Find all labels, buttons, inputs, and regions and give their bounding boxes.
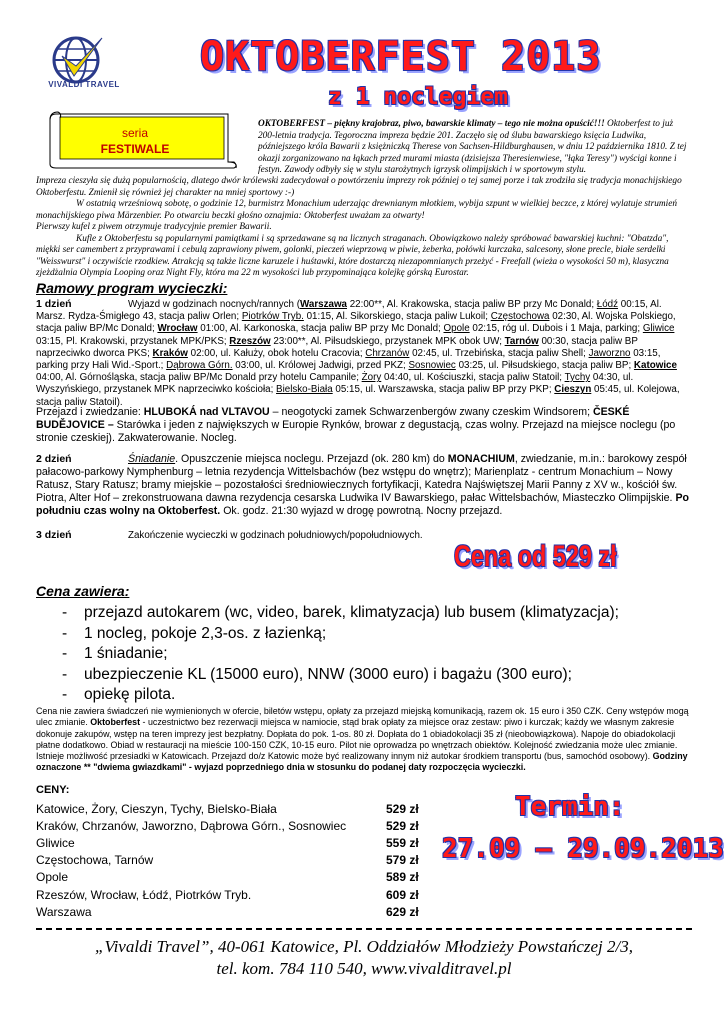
route-city: Częstochowa [490, 311, 550, 323]
day2-free-time: Po południu czas wolny na Oktoberfest. [36, 492, 689, 517]
intro-body [36, 176, 688, 280]
day1-text-e: Starówka i jeden z największych w Europie Rynków, browar z degustacją, czas wolny. Przejazd na miejsce noclegu (po stronie czeskiej). Zakwaterowanie. Nocleg. [36, 419, 676, 444]
series-badge-line1: seria [121, 126, 148, 140]
route-city: Sosnowiec [408, 360, 456, 372]
intro-paragraph-4: Pierwszy kufel z piwem otrzymuje tradycyjnie premier Bawarii. [36, 222, 272, 232]
day1-place-budejovice: ČESKÉ BUDĚJOVICE – [36, 406, 630, 431]
day2-text-4: , zwiedzanie, m.in.: barokowy zespół pałacowo-parkowy Nymphenburg – letnia rezydencja Wittelsbachów (bez wstępu do wnętrz); Marienplatz - centrum Monachium – Nowy Ratusz, Stary Ratusz; bramy miejskie – pozostałości średniowiecznych fortyfikacji, Katedra Najświętszej Marii Panny z XV w., kościół św. Piotra, Alter Hof – zrekonstruowana dawna rezydencja cesarska Ludwika IV Bawarskiego, pałac Wittelsbachów, Miasteczko Olimpijskie. [36, 453, 687, 504]
table-row [36, 886, 446, 903]
prices-table [36, 800, 446, 920]
route-text: Wyjazd w godzinach nocnych/rannych ( [128, 299, 300, 310]
includes-heading: Cena zawiera: [36, 583, 130, 599]
route-text: 03:15, parking przy Hali Wid.-Sport.; [36, 347, 661, 372]
price-cities: Rzeszów, Wrocław, Łódź, Piotrków Tryb. [36, 887, 252, 902]
table-row [36, 852, 446, 869]
route-city: Wrocław [157, 323, 198, 335]
price-cities: Katowice, Żory, Cieszyn, Tychy, Bielsko-Biała [36, 801, 277, 816]
route-city: Tarnów [504, 335, 539, 347]
day2-description [36, 453, 692, 518]
day3-label: 3 dzień [36, 529, 72, 541]
route-text: 00:15, Al. Marsz. Rydza-Śmigłego 43, stacja paliw Orlen; [36, 299, 662, 323]
route-city: Katowice [633, 360, 677, 372]
includes-item: - ubezpieczenie KL (15000 euro), NNW (3000 euro) i bagażu (300 euro); [62, 665, 619, 686]
route-city: Dąbrowa Górn. [166, 360, 233, 372]
price-value: 589 zł [386, 870, 419, 885]
includes-item: - przejazd autokarem (wc, video, barek, klimatyzacja) lub busem (klimatyzacja); [62, 603, 619, 624]
route-city: Gliwice [642, 323, 675, 335]
price-cities: Gliwice [36, 835, 75, 850]
intro-paragraph-3: W ostatnią wrześniową sobotę, o godzinie 12, burmistrz Monachium uderzając drewnianym młotkiem, wybija szpunt w wielkiej beczce, z której wylatuje strumień monachijskiego piwa Märzenbier. Po otwarciu beczki głośno oznajmia: Oktoberfest uważam za otwarty! [36, 199, 677, 221]
route-city: Żory [361, 372, 382, 384]
price-cities: Częstochowa, Tarnów [36, 853, 154, 868]
day1-route [36, 298, 692, 409]
footer-divider [36, 928, 692, 930]
table-row [36, 800, 446, 817]
table-row [36, 869, 446, 886]
series-badge [60, 125, 210, 157]
includes-item: - 1 śniadanie; [62, 644, 619, 665]
route-city: Warszawa [300, 299, 348, 310]
brand-name: VIVALDI TRAVEL [48, 80, 120, 89]
route-city: Kraków [152, 347, 188, 359]
route-city: Jaworzno [588, 347, 631, 359]
day1-description [36, 406, 692, 445]
table-row [36, 817, 446, 834]
footer-address: „Vivaldi Travel”, 40-061 Katowice, Pl. Oddziałów Młodzieży Powstańczej 2/3, [95, 937, 633, 956]
table-row [36, 834, 446, 851]
route-city: Tychy [564, 372, 591, 384]
notes-asterisk-info: Godziny oznaczone ** "dwiema gwiazdkami" - wyjazd poprzedniego dnia w stosunku do podanej daty rozpoczęcia wycieczki. [36, 751, 688, 773]
intro-paragraph-2: Impreza cieszyła się dużą popularnością, dlatego dwór królewski zadecydował o powtórzeniu imprezy rok później o tej samej porze i tak zrodziła się tradycja monachijskiego Oktoberfestu. Zmienił się również jej charakter na mniej sportowy :-) [36, 176, 682, 198]
day2-breakfast: Śniadanie [128, 453, 176, 465]
route-city: Rzeszów [229, 335, 271, 347]
prices-heading: CENY: [36, 784, 70, 796]
route-city: Bielsko-Biała [276, 384, 333, 396]
day1-route-text [36, 299, 680, 408]
route-text: 04:00, Al. Górnośląska, stacja paliw BP/Mc Donald przy hotelu Campanile; [36, 372, 362, 384]
route-text: 02:30, Al. Wojska Polskiego, stacja paliw BP/Mc Donald; [36, 311, 676, 335]
route-text: 22:00**, Al. Krakowska, stacja paliw BP przy Mc Donald; [347, 299, 597, 310]
route-city: Cieszyn [554, 384, 592, 396]
route-text: 03:00, ul. Królowej Jadwigi, przed PKZ; [232, 360, 409, 372]
route-city: Opole [443, 323, 470, 335]
intro-lead-rest: Oktoberfest to już 200-letnia tradycja. Tegoroczna impreza będzie 201. Zaczęło się od ślubu bawarskiego księcia Ludwika, późniejszego króla Bawarii z księżniczką Therese von Sachsen-Hildburghausen, w dniu 12 października 1810. Z tej okazji zorganizowano na łąkach przed murami miasta (dzisiejsza Theresienwiese, "łąka Teresy") wyścigi konne i festyn. Zawody odbyły się w stylu starożytnych igrzysk olimpijskich i w sportowym stylu. [258, 119, 687, 175]
route-text: 04:30, ul. Wyszyńskiego, przystanek MPK naprzeciwko kościoła; [36, 372, 634, 396]
route-city: Piotrków Tryb. [241, 311, 304, 323]
intro-paragraph-1 [258, 119, 688, 177]
route-text: 05:15, ul. Warszawska, stacja paliw BP przy PKP; [332, 384, 555, 396]
notes-text-3: - uczestnictwo bez rezerwacji miejsca w namiocie, stąd brak opłaty za miejsce oraz zestaw: piwo i kurczak; każdy we własnym zakresie dokonuje zakupów, wstęp na teren imprezy jest bezpłatny. Dopłata do pok. 1-os. 80 zł. Dopłata do 1 obiadokolacji 35 zł (nieobowiązkowa). Napoje do obiadokolacji płatne dodatkowo. Obiad w restauracji na mieście 100-150 CZK, 10-15 euro. Pilot nie oprowadza po wnętrzach obiektów. Kolejność zwiedzania może ulec zmianie. Istnieje możliwość przesiadki w Katowicach. Przejazd do/z Katowic może być realizowany innym niż autokar środkiem transportu (bus, samochód osobowy). [36, 717, 678, 762]
day1-text-c: – neogotycki zamek Schwarzenbergów zwany czeskim Windsorem; [269, 406, 593, 418]
page-subtitle: z 1 noclegiem [328, 84, 509, 110]
footer-contact [36, 936, 692, 980]
price-value: 559 zł [386, 835, 419, 850]
intro-paragraph-5: Kufle z Oktoberfestu są popularnymi pamiątkami i są sprzedawane są na licznych straganach. Obowiązkowo należy spróbować bawarskiej kuchni: "Obatzda", miękki ser camembert z przyprawami i cebulą zaprawiony piwem, golonki, pieczeń wieprzową w piwie, żeberka, połówki kurczaka, salcesony, słone precle, białe serdelki "Weisswurst" i oczywiście rzodkiew. Atrakcją są także liczne karuzele i huśtawki, które dostarczą niezapomnianych przeżyć - Freefall (wieża o wysokości 50 m), klasyczna zjeżdżalnia Olympia Looping oraz Night Fly, która ma 22 m wysokości lub przypominająca kolejkę górską Eurostar. [36, 233, 669, 278]
day2-place-munich: MONACHIUM [447, 453, 515, 465]
termin-label: Termin: [515, 792, 625, 822]
day1-place-hluboka: HLUBOKÁ nad VLTAVOU [143, 406, 270, 418]
day1-text-a: Przejazd i zwiedzanie: [36, 406, 144, 418]
route-text: 01:15, Al. Sikorskiego, stacja paliw Lukoil; [303, 311, 491, 323]
price-cities: Warszawa [36, 904, 92, 919]
route-text: 02:00, ul. Kałuży, obok hotelu Cracovia; [187, 347, 366, 359]
notes-oktoberfest: Oktoberfest [90, 717, 141, 728]
price-cities: Kraków, Chrzanów, Jaworzno, Dąbrowa Górn., Sosnowiec [36, 818, 347, 833]
includes-list [62, 603, 619, 706]
day2-text-6: Ok. godz. 21:30 wyjazd w drogę powrotną. Nocny przejazd. [220, 505, 503, 517]
table-row [36, 903, 446, 920]
route-text: 03:25, ul. Piłsudskiego, stacja paliw BP; [455, 360, 634, 372]
footer-phone-web: tel. kom. 784 110 540, www.vivalditravel.pl [216, 959, 512, 978]
program-heading: Ramowy program wycieczki: [36, 280, 228, 296]
day1-label: 1 dzień [36, 298, 72, 310]
price-cities: Opole [36, 870, 69, 885]
day3-text: Zakończenie wycieczki w godzinach południowych/popołudniowych. [128, 530, 423, 541]
price-value: 609 zł [386, 887, 419, 902]
route-text: 01:00, Al. Karkonoska, stacja paliw BP przy Mc Donald; [197, 323, 444, 335]
notes-text-1: Cena nie zawiera świadczeń nie wymienionych w ofercie, biletów wstępu, opłaty za przejazd miejską komunikacją, razem ok. 15 euro i 350 CZK. Ceny wstępów mogą ulec zmianie. [36, 706, 689, 728]
page-title: OKTOBERFEST 2013 [200, 34, 602, 80]
route-text: 04:40, ul. Kościuszki, stacja paliw Statoil; [381, 372, 565, 384]
price-value: 629 zł [386, 904, 419, 919]
route-city: Chrzanów [365, 347, 410, 359]
day2-label: 2 dzień [36, 453, 72, 465]
termin-dates: 27.09 – 29.09.2013 [442, 834, 724, 864]
route-text: 02:45, ul. Trzebińska, stacja paliw Shell; [409, 347, 589, 359]
route-text: 23:00**, Al. Piłsudskiego, przystanek MPK obok UW; [270, 335, 505, 347]
price-value: 579 zł [386, 853, 419, 868]
includes-item: - 1 nocleg, pokoje 2,3-os. z łazienką; [62, 624, 619, 645]
series-badge-line2: FESTIWALE [100, 142, 170, 156]
day2-text-2: . Opuszczenie miejsca noclegu. Przejazd (ok. 280 km) do [175, 453, 448, 465]
route-text: 00:30, stacja paliw BP naprzeciwko dworca PKS; [36, 335, 638, 359]
price-value: 529 zł [386, 801, 419, 816]
terms-notes [36, 706, 692, 774]
route-city: Łódź [596, 299, 619, 310]
price-value: 529 zł [386, 818, 419, 833]
route-text: 02:15, róg ul. Dubois i 1 Maja, parking; [469, 323, 643, 335]
includes-item: - opiekę pilota. [62, 685, 619, 706]
intro-lead: OKTOBERFEST – piękny krajobraz, piwo, bawarskie klimaty – tego nie można opuścić!!! [258, 119, 605, 129]
route-text: 05:45, ul. Kolejowa, stacja paliw Statoil). [36, 384, 680, 408]
price-banner: Cena od 529 zł [454, 540, 617, 573]
route-text: 03:15, Pl. Krakowski, przystanek MPK/PKS; [36, 335, 230, 347]
